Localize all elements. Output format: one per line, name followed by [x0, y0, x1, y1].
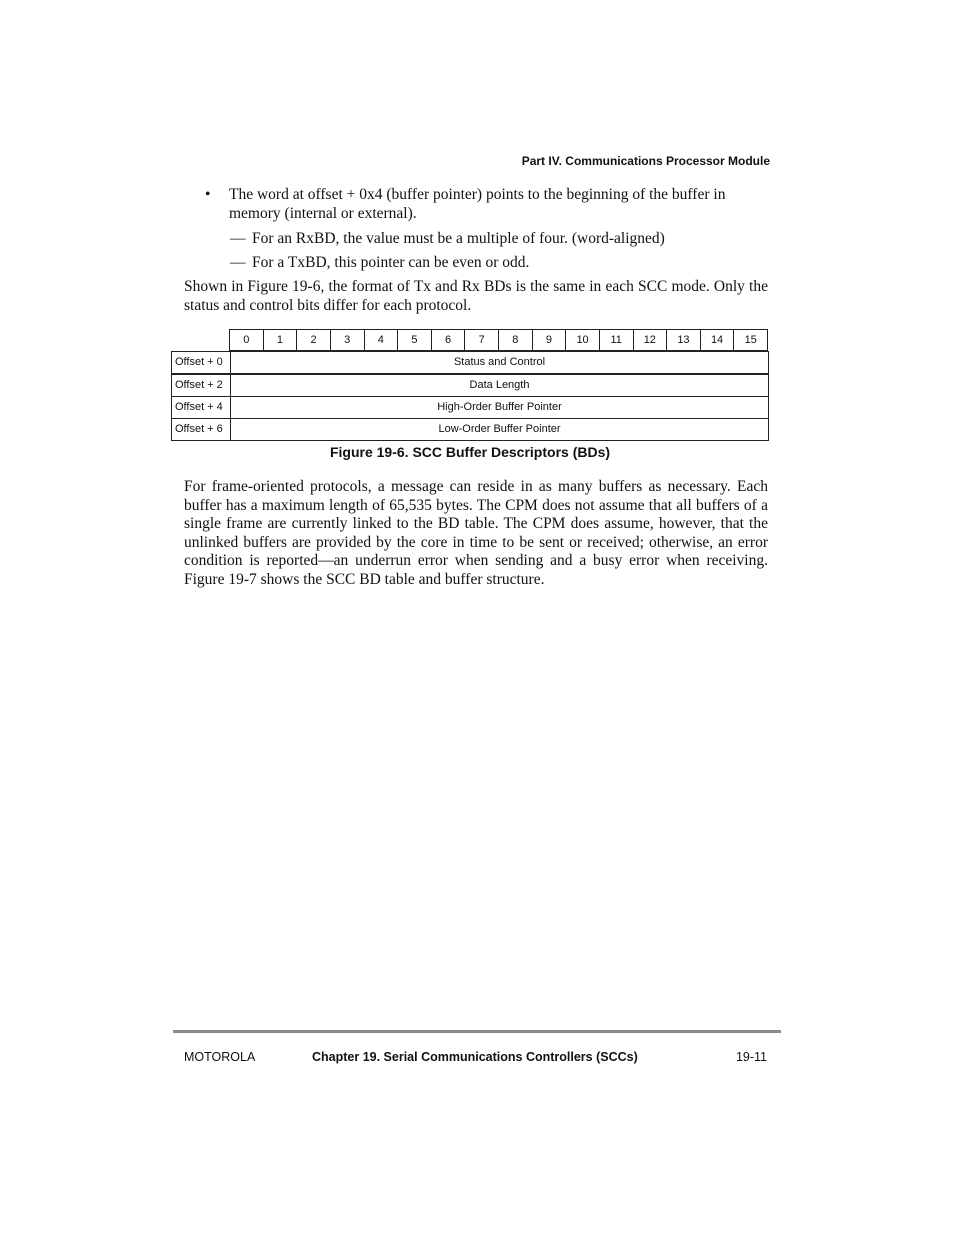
bd-offset-label: Offset + 2: [171, 374, 230, 397]
bit-number: 4: [365, 330, 399, 350]
bit-number: 0: [230, 330, 264, 350]
dash-symbol: —: [230, 254, 246, 271]
bd-format-figure: [171, 329, 769, 441]
bit-number: 15: [744, 334, 757, 346]
sub-item-txbd: [230, 254, 529, 273]
bit-number: 5: [398, 330, 432, 350]
bit-number: 3: [331, 330, 365, 350]
footer-chapter-title: Chapter 19. Serial Communications Controllers (SCCs): [312, 1050, 638, 1064]
bit-number: 12: [634, 330, 668, 350]
bit-number: 10: [566, 330, 600, 350]
bd-field-label: Data Length: [230, 374, 769, 397]
bit-number: 7: [465, 330, 499, 350]
footer-company: MOTOROLA: [184, 1050, 256, 1064]
body-paragraph: For frame-oriented protocols, a message can reside in as many buffers as necessary. Each buffer has a maximum length of 65,535 bytes. The CPM does not assume that all buffers of a single frame are currently linked to the BD table. The CPM does assume, however, that the unlinked buffers are provided by the core in time to be sent or received; otherwise, an error condition is reported—an underrun error when sending and a busy error when receiving. Figure 19-7 shows the SCC BD table and buffer structure.: [184, 478, 768, 588]
sub-item-text: For a TxBD, this pointer can be even or odd.: [252, 254, 530, 271]
bd-row-offset-6: [171, 418, 769, 441]
bd-offset-label: Offset + 6: [171, 418, 230, 441]
sub-item-rxbd: [230, 230, 665, 249]
sub-item-text: For an RxBD, the value must be a multiple of four. (word-aligned): [252, 230, 665, 247]
page-number: 19-11: [735, 1050, 767, 1064]
bit-number: 14: [701, 330, 735, 350]
bit-number: 1: [264, 330, 298, 350]
bit-number: 8: [499, 330, 533, 350]
bullet-text: The word at offset + 0x4 (buffer pointer) points to the beginning of the buffer in memory (internal or external).: [229, 186, 726, 222]
bit-number: 13: [667, 330, 701, 350]
bit-number: 6: [432, 330, 466, 350]
footer-divider: [173, 1030, 781, 1033]
figure-caption: Figure 19-6. SCC Buffer Descriptors (BDs): [329, 444, 611, 460]
intro-paragraph: Shown in Figure 19-6, the format of Tx and Rx BDs is the same in each SCC mode. Only the status and control bits differ for each protocol.: [184, 278, 768, 314]
bullet-item: [205, 186, 770, 223]
bit-number: 9: [533, 330, 567, 350]
bit-number-header: [229, 329, 768, 351]
bullet-symbol: •: [205, 186, 211, 203]
bd-row-offset-2: [171, 374, 769, 397]
bd-offset-label: Offset + 4: [171, 396, 230, 419]
bd-offset-label: Offset + 0: [171, 351, 230, 374]
bd-field-label: High-Order Buffer Pointer: [230, 396, 769, 419]
bd-field-label: Low-Order Buffer Pointer: [230, 418, 769, 441]
bd-row-offset-0: [171, 351, 769, 374]
bit-number: 2: [297, 330, 331, 350]
running-header: Part IV. Communications Processor Module: [521, 154, 770, 168]
bd-row-offset-4: [171, 396, 769, 419]
bit-number: 11: [600, 330, 634, 350]
dash-symbol: —: [230, 230, 246, 247]
bd-field-label: Status and Control: [230, 351, 769, 374]
